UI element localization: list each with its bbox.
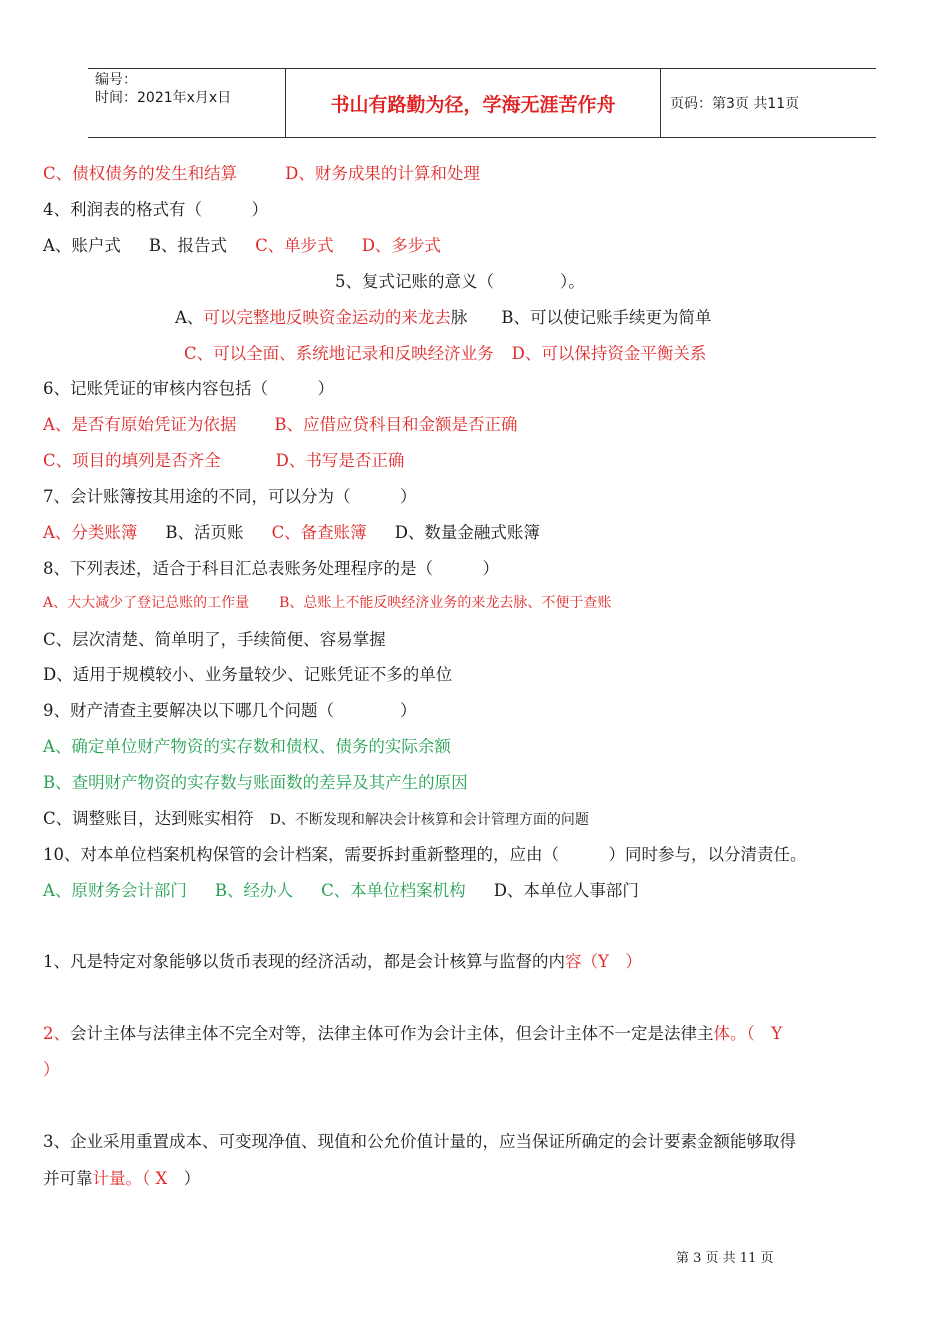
q4-option-b: B、报告式 [148,236,228,255]
q9-options-cd [43,805,589,829]
q8-option-a: A、大大减少了登记总账的工作量 [43,595,250,611]
header-motto: 书山有路勤为径，学海无涯苦作舟 [286,69,661,137]
q5-option-a-text: 可以完整地反映资金运动的来龙去 [203,308,451,327]
q5-option-d: D、可以保持资金平衡关系 [511,344,707,363]
q10-option-d: D、本单位人事部门 [493,881,639,900]
q3-option-c: C、债权债务的发生和结算 [43,164,238,183]
q6-options-cd [43,447,404,471]
q6-stem: 6、记账凭证的审核内容包括（ ） [43,379,334,398]
tf3-answer: 计量。（ X [92,1169,168,1188]
document-time-label: 时间：2021年x月x日 [95,90,232,106]
q7-options [43,519,540,543]
q5-options-cd [184,340,706,364]
q4-stem: 4、利润表的格式有（ ） [43,200,268,219]
q9-option-a: A、确定单位财产物资的实存数和债权、债务的实际余额 [43,737,451,756]
tf1-answer: 容（Y ） [565,952,642,971]
q4-options [43,232,441,256]
header-meta [88,69,286,137]
tf2-text: 会计主体与法律主体不完全对等，法律主体可作为会计主体，但会计主体不一定是法律主 [70,1024,714,1043]
q3-options [43,160,480,184]
q6-options-ab [43,411,518,435]
q4-option-d: D、多步式 [361,236,441,255]
q4-option-c: C、单步式 [255,236,334,255]
q7-option-c: C、备查账簿 [271,523,367,542]
q5-option-a-tail: 脉 [450,308,468,327]
tf3-line1: 3、企业采用重置成本、可变现净值、现值和公允价值计量的，应当保证所确定的会计要素金额能够取得 [43,1132,796,1151]
page-header [88,68,876,138]
q10-option-b: B、经办人 [214,881,294,900]
q10-options [43,877,639,901]
tf2-line2: ） [43,1060,60,1079]
document-number-label: 编号： [95,72,137,88]
q5-option-b: B、可以使记账手续更为简单 [501,308,712,327]
tf3-line2 [43,1165,200,1189]
tf1 [43,948,642,972]
tf1-text: 1、凡是特定对象能够以货币表现的经济活动，都是会计核算与监督的内 [43,952,565,971]
q10-option-a: A、原财务会计部门 [43,881,187,900]
tf3-end: ） [167,1169,201,1188]
q5-option-c: C、可以全面、系统地记录和反映经济业务 [184,344,494,363]
q6-option-b: B、应借应贷科目和金额是否正确 [274,415,518,434]
q10-stem: 10、对本单位档案机构保管的会计档案，需要拆封重新整理的，应由（ ）同时参与，以分清责任。 [43,845,807,864]
q9-stem: 9、财产清查主要解决以下哪几个问题（ ） [43,701,417,720]
q8-option-d: D、适用于规模较小、业务量较少、记账凭证不多的单位 [43,665,453,684]
q8-option-c: C、层次清楚、简单明了，手续简便、容易掌握 [43,630,386,649]
q7-option-d: D、数量金融式账簿 [394,523,540,542]
q5-option-a-prefix: A、 [175,308,204,327]
q8-option-b: B、总账上不能反映经济业务的来龙去脉、不便于查账 [279,595,612,611]
q6-option-d: D、书写是否正确 [275,451,405,470]
tf3-text: 并可靠 [43,1169,93,1188]
q10-option-c: C、本单位档案机构 [321,881,466,900]
q9-option-b: B、查明财产物资的实存数与账面数的差异及其产生的原因 [43,773,468,792]
q5-options-ab [175,304,712,328]
q4-option-a: A、账户式 [43,236,121,255]
q6-option-c: C、项目的填列是否齐全 [43,451,221,470]
q7-option-a: A、分类账簿 [43,523,138,542]
header-page-number: 页码：第3页 共11页 [670,96,800,112]
tf2-number: 2、 [43,1024,70,1043]
q8-stem: 8、下列表述，适合于科目汇总表账务处理程序的是（ ） [43,559,499,578]
tf2 [43,1020,782,1044]
q3-option-d: D、财务成果的计算和处理 [285,164,480,183]
q6-option-a: A、是否有原始凭证为依据 [43,415,237,434]
page-footer: 第 3 页 共 11 页 [676,1251,774,1266]
q5-stem: 5、复式记账的意义（ ）。 [335,272,585,291]
q7-stem: 7、会计账簿按其用途的不同，可以分为（ ） [43,487,417,506]
q8-options-ab [43,592,611,612]
q9-option-d: D、不断发现和解决会计核算和会计管理方面的问题 [269,812,589,828]
tf2-answer: 体。（ Y [713,1024,783,1043]
q7-option-b: B、活页账 [165,523,244,542]
q9-option-c: C、调整账目，达到账实相符 [43,809,254,828]
